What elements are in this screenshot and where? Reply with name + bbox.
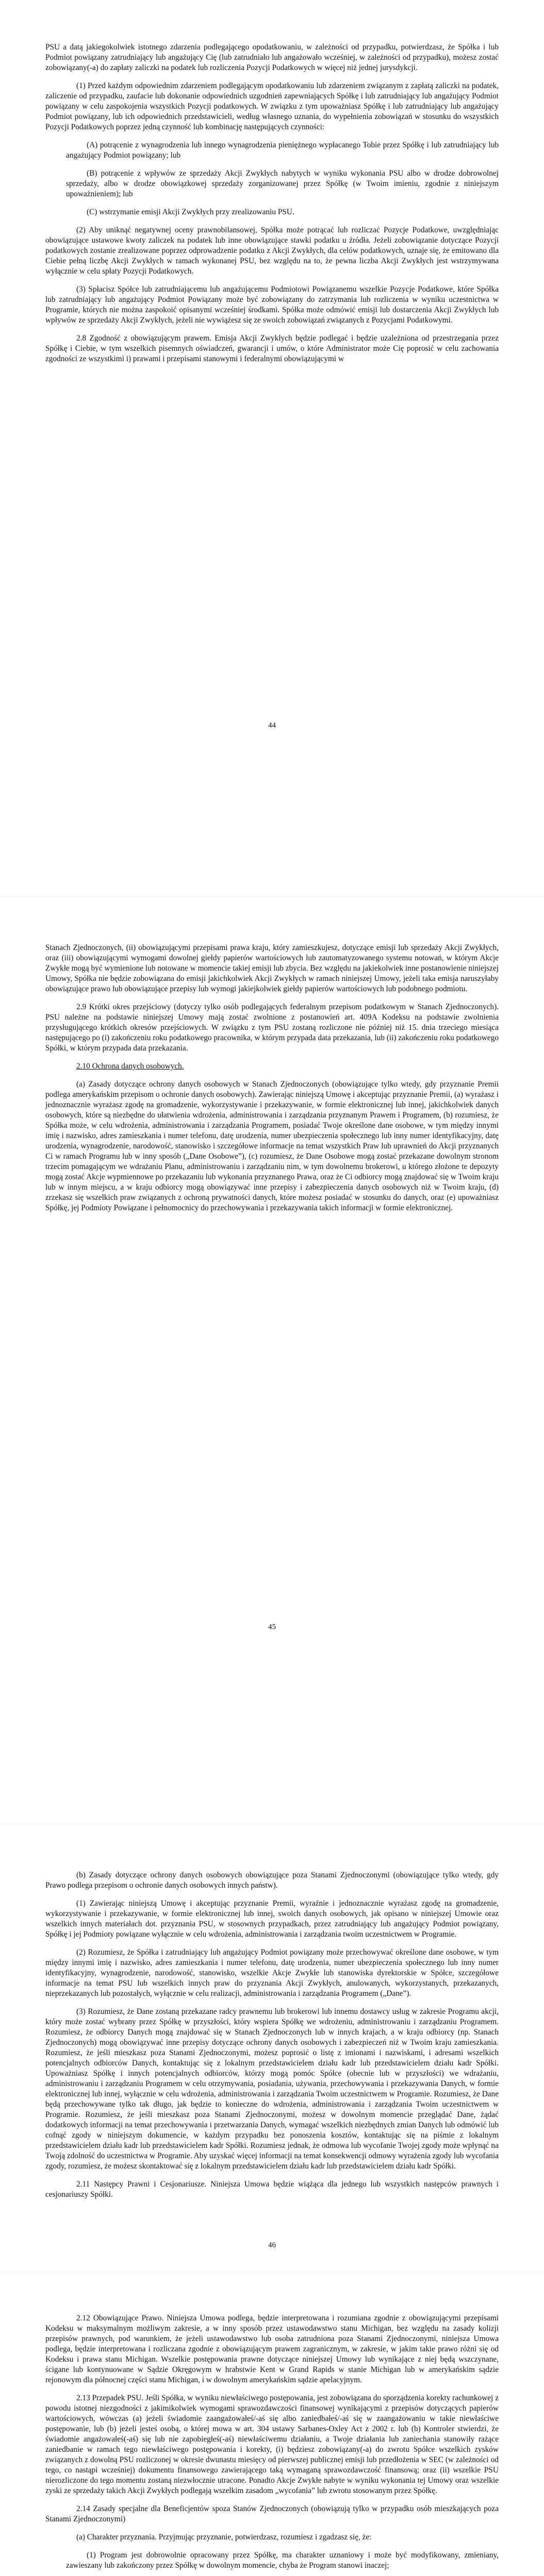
paragraph: (a) Charakter przyznania. Przyjmując przyznanie, potwierdzasz, rozumiesz i zgadzasz się, że: [76, 2533, 372, 2541]
paragraph: (A) potrącenie z wynagrodzenia lub innego wynagrodzenia pieniężnego wypłacanego Tobie przez Spółkę i lub zatrudniający lub angażujący Podmiot powiązany; lub [66, 141, 499, 160]
page-number: 46 [268, 2241, 276, 2249]
list-item: (1) Program jest dobrowolnie opracowany przez Spółkę, ma charakter uznaniowy i może być modyfikowany, zmieniany, zawieszany lub zakończony przez Spółkę w dowolnym momencie, chyba że Program stanowi inaczej; [66, 2551, 499, 2570]
section-2-8-compliance: 2.8 Zgodność z obowiązującym prawem. Emisja Akcji Zwykłych będzie podlegać i będzie uzależniona od przestrzegania przez Spółkę i Ciebie, w tym wszelkich pisemnych oświadczeń, gwarancji i umów, o które Administrator może Cię poprosić w celu zachowania zgodności ze wszystkimi i) prawami i przepisami stanowymi i federalnymi obowiązującymi w [45, 334, 499, 363]
section-2-13-forfeiture: 2.13 Przepadek PSU. Jeśli Spółka, w wyniku niewłaściwego postępowania, jest zobowiązana do sporządzenia korekty rachunkowej z powodu istotnej niezgodności z jakimikolwiek wymogami sprawozdawczości finansowej wynikającymi z przepisów dotyczących papierów wartościowych, wówczas (a) jeżeli świadomie zaangażowałeś/-aś się albo zaniedbałeś/-aś się w zaangażowaniu w takie niewłaściwe postępowanie, lub (b) jeżeli jesteś osobą, o której mowa w art. 304 ustawy Sarbanes-Oxley Act z 2002 r. lub (b) Kontroler stwierdzi, że świadomie angażowałeś(-aś) się lub nie zapobiegłeś(-aś) niewłaściwemu działaniu, a Twoje działania lub zaniechania stanowiły rażące zaniedbanie w ramach tego niewłaściwego postępowania i korekty, (i) będziesz zobowiązany(-a) do zwrotu Spółce wszelkich zysków związanych z dowolną PSU rozliczonej w okresie dwunastu miesięcy od pierwszej publicznej emisji lub przedłożenia w SEC (w zależności od tego, co nastąpi wcześniej) dokumentu finansowego zawierającego taką wymaganą sprawozdawczość finansową; oraz (ii) wszelkie PSU nierozliczone do tego momentu zostaną niezwłocznie utracone. Ponadto Akcje Zwykłe nabyte w wyniku wykonania tej Umowy oraz wszelkie zyski ze sprzedaży takich Akcji Zwykłych podlegają wszelkim zasadom „wycofania” lub zwrotu stosowanym przez Spółkę. [45, 2394, 499, 2495]
paragraph: (C) wstrzymanie emisji Akcji Zwykłych przy zrealizowaniu PSU. [87, 208, 294, 216]
paragraph: Stanach Zjednoczonych, (ii) obowiązującymi przepisami prawa kraju, który zamieszkujesz, dotyczące emisji lub sprzedaży Akcji Zwykłych, oraz (iii) obowiązującymi wymogami dowolnej giełdy papierów wartościowych lub zautomatyzowanego systemu notowań, w którym Akcje Zwykłe mogą być wymienione lub notowane w momencie takiej emisji lub zbycia. Bez względu na jakiekolwiek inne postanowienie niniejszej Umowy, Spółka nie będzie zobowiązana do emisji jakichkolwiek Akcji Zwykłych w ramach niniejszej Umowy, jeżeli taka emisja naruszyłaby obowiązujące prawo lub obowiązujące przepisy lub wymogi jakiejkolwiek giełdy papierów wartościowych lub podobnego podmiotu. [45, 943, 499, 993]
section-2-11-successors: 2.11 Następcy Prawni i Cesjonariusze. Niniejsza Umowa będzie wiążąca dla jednego lub wszystkich następców prawnych i cesjonariuszy Spółki. [45, 2180, 499, 2199]
paragraph: (2) Rozumiesz, że Spółka i zatrudniający lub angażujący Podmiot powiązany może przechowywać określone dane osobowe, w tym między innymi imię i nazwisko, adres zamieszkania i numer telefonu, datę urodzenia, numer ubezpieczenia społecznego lub inny numer identyfikacyjny, wynagrodzenie, narodowość, stanowisko, wszelkie Akcje Zwykłe lub stanowiska dyrektorskie w Spółce, szczegółowe informacje na temat PSU lub wszelkich innych praw do przyznania Akcji Zwykłych, anulowanych, wykorzystanych, przekazanych, nieprzekazanych lub pozostałych, wyłącznie w celu realizacji, administrowania i zarządzania Programem („Dane”). [45, 1948, 499, 1998]
section-2-10-a-us-data: (a) Zasady dotyczące ochrony danych osobowych w Stanach Zjednoczonych (obowiązujące tylko wtedy, gdy przyznanie Premii podlega amerykańskim przepisom o ochronie danych osobowych). Zawierając niniejszą Umowę i akceptując przyznanie Premii, (a) wyrażasz i jednoznacznie wyrażasz zgodę na gromadzenie, wykorzystywanie i przekazywanie, w formie elektronicznej lub innej, jakichkolwiek danych osobowych, które są niezbędne do ułatwienia wdrożenia, administrowania i zarządzania przyznanym Prawem i Programem, (b) rozumiesz, że Spółka może, w celu wdrożenia, administrowania i zarządzania Programem, posiadać Twoje określone dane osobowe, w tym między innymi imię i nazwisko, adres zamieszkania i numer telefonu, datę urodzenia, numer ubezpieczenia społecznego lub inny numer identyfikacyjny, datę urodzenia, wynagrodzenie, narodowość, stanowisko i szczegółowe informacje na temat wszystkich Praw lub uprawnień do Akcji przyznanych Ci w ramach Programu lub w inny sposób („Dane Osobowe”), (c) rozumiesz, że Dane Osobowe mogą zostać przekazane dowolnym stronom trzecim pomagającym we wdrażaniu Planu, administrowaniu i zarządzaniu nim, w tym dowolnemu brokerowi, u którego złożone te depozyty mogą zostać Akcje wypmiennowe po przekazaniu lub wykonania przyznanego Prawa, oraz że Ci odbiorcy mogą znajdować się w Twoim kraju lub w innym miejscu, a w kraju odbiorcy mogą obowiązywać inne przepisy i zabezpieczenia danych osobowych niż w Twoim kraju, (d) zrzekasz się wszelkich praw związanych z ochroną prywatności danych, które możesz posiadać w stosunku do danych, oraz (e) upoważniasz Spółkę, jej Podmioty Powiązane i pełnomocnicy do przechowywania i przekazywania takich informacji w formie elektronicznej. [45, 1080, 499, 1212]
page-divider [0, 2272, 544, 2273]
section-2-14-heading: 2.14 Zasady specjalne dla Beneficjentów spoza Stanów Zjednoczonych (obowiązują tylko w przypadku osób mieszkających poza Stanami Zjednoczonymi) [45, 2504, 499, 2523]
paragraph: (3) Spłacisz Spółce lub zatrudniającemu lub angażującemu Podmiotowi Powiązanemu wszelkie Pozycje Podatkowe, które Spółka lub zatrudniający lub angażujący Podmiot Powiązany może być zobowiązany do zatrzymania lub rozliczenia w wyniku uczestnictwa w Programie, których nie można zaspokoić opisanymi wcześniej środkami. Spółka może odmówić emisji lub dostarczenia Akcji Zwykłych lub wpływów ze sprzedaży Akcji Zwykłych, jeżeli nie wywiążesz się ze swoich zobowiązań związanych z Pozycjami Podatkowymi. [45, 285, 499, 325]
page-divider [0, 896, 544, 897]
section-2-10-b-non-us-data: (b) Zasady dotyczące ochrony danych osobowych obowiązujące poza Stanami Zjednoczonymi (obowiązujące tylko wtedy, gdy Prawo podlega przepisom o ochronie danych osobowych innych państw). [45, 1871, 499, 1890]
section-2-10-heading: 2.10 Ochrona danych osobowych. [76, 1062, 184, 1071]
paragraph: PSU a datą jakiegokolwiek istotnego zdarzenia podlegającego opodatkowaniu, w zależności od przypadku, potwierdzasz, że Spółka i lub Podmiot powiązany zatrudniający lub angażujący Cię (lub zatrudniało lub angażowało wcześniej, w zależności od przypadku), możesz zostać zobowiązany(-a) do zapłaty zaliczki na podatek lub rozliczenia Pozycji Podatkowych w więcej niż jednej jurysdykcji. [45, 43, 499, 72]
document-page-44 [0, 0, 544, 891]
section-2-12-governing-law: 2.12 Obowiązujące Prawo. Niniejsza Umowa podlega, będzie interpretowana i rozumiana zgodnie z obowiązującymi przepisami Kodeksu w maksymalnym możliwym zakresie, a w inny sposób przez ustawodawstwo stanu Michigan, bez względu na zasady kolizji przepisów prawnych, pod warunkiem, że jeżeli ustawodawstwo lub osoba zatrudniona poza Stanami Zjednoczonymi, niniejsza Umowa podlega, będzie interpretowana i rozliczana zgodnie z obowiązującym prawem zagranicznym, w zakresie, w jakim takie prawo różni się od Kodeksu i prawa stanu Michigan. Wszelkie postępowania prawne dotyczące niniejszej Umowy lub wynikające z niej będą wszczynane, ścigane lub kontynuowane w Sądzie Okręgowym w hrabstwie Kent w Grand Rapids w stanie Michigan lub w amerykańskim sądzie rejonowym dla północnej części stanu Michigan, i w dowolnym amerykańskim sądzie apelacyjnym. [45, 2314, 499, 2384]
paragraph: (1) Zawierając niniejszą Umowę i akceptując przyznanie Premii, wyraźnie i jednoznacznie wyrażasz zgodę na gromadzenie, wykorzystywanie i przekazywanie, w formie elektronicznej lub innej, swoich danych osobowych, jak opisano w niniejszej Umowie oraz wszelkich innych materiałach dot. przyznania PSU, w stosownych przypadkach, przez zatrudniający lub angażujący Podmiot powiązany, Spółkę i jej Podmioty powiązane wyłącznie w celu wdrożenia, administrowania i zarządzania twoim uczestnictwem w Programie. [45, 1899, 499, 1939]
paragraph: (2) Aby uniknąć negatywnej oceny prawnobilansowej, Spółka może potrącać lub rozliczać Pozycje Podatkowe, uwzględniając obowiązujące ustawowe kwoty zaliczek na podatek lub inne obowiązujące stawki podatku u źródła. Jeżeli zobowiązanie dotyczące Pozycji podatkowych zostanie zrealizowane poprzez odprowadzenie podatku z Akcji Zwykłych, dla celów podatkowych, uznaje się, że emitowano dla Ciebie pełną liczbę Akcji Zwykłych w ramach wykonanej PSU, bez względu na to, że pewna liczba Akcji Zwykłych jest wstrzymywana wyłącznie w celu spłaty Pozycji Podatkowych. [45, 226, 499, 276]
paragraph: (1) Przed każdym odpowiednim zdarzeniem podlegającym opodatkowaniu lub zdarzeniem związanym z zapłatą zaliczki na podatek, zaliczenie od przypadku, zaufacie lub dokonanie odpowiednich uzgodnień zapewniających Spółkę i lub zatrudniający lub angażujący Podmiot powiązany w celu zaspokojenia wszystkich Pozycji podatkowych. W związku z tym upoważniasz Spółkę i lub zatrudniający lub angażujący Podmiot powiązany, lub ich odpowiednich przedstawicieli, według własnego uznania, do wypełnienia zobowiązań w stosunku do wszystkich Pozycji Podatkowych poprzez jedną czynność lub kombinację następujących czynności: [45, 81, 499, 131]
page-number: 44 [268, 721, 276, 730]
section-2-9-short-term-deferral: 2.9 Krótki okres przejściowy (dotyczy tylko osób podlegających federalnym przepisom podatkowym w Stanach Zjednoczonych). PSU należne na podstawie niniejszej Umowy mają zostać zwolnione z postanowień art. 409A Kodeksu na podstawie zwolnienia przysługującego krótkich okresów przejściowych. W związku z tym PSU zostaną rozliczone nie później niż 15. dnia trzeciego miesiąca następującego po (i) zakończeniu roku podatkowego pracownika, w którym przypada data przekazania, lub (ii) zakończeniu roku podatkowego Spółki, w którym przypada data przekazania. [45, 1003, 499, 1053]
document-page-45 [0, 902, 544, 1819]
document-page-47 [0, 2282, 544, 2576]
paragraph: (B) potrącenie z wpływów ze sprzedaży Akcji Zwykłych nabytych w wyniku wykonania PSU albo w drodze dobrowolnej sprzedaży, albo w drodze obowiązkowej sprzedaży zorganizowanej przez Spółkę (w Twoim imieniu, zgodnie z niniejszym upoważnieniem); lub [66, 169, 499, 198]
paragraph: (3) Rozumiesz, że Dane zostaną przekazane radcy prawnemu lub brokerowi lub innemu dostawcy usług w zakresie Programu akcji, który może zostać wybrany przez Spółkę w przyszłości, który wspiera Spółkę we wdrożeniu, administrowaniu i zarządzaniu Programem. Rozumiesz, że odbiorcy Danych mogą znajdować się w Stanach Zjednoczonych lub w innych krajach, a w kraju odbiorcy (np. Stanach Zjednoczonych) mogą obowiązywać inne przepisy dotyczące ochrony danych osobowych i zabezpieczeń niż w Twoim kraju zamieszkania. Rozumiesz, że jeśli mieszkasz poza Stanami Zjednoczonymi, możesz poprosić o listę z imionami i nazwiskami, i adresami wszelkich potencjalnych odbiorców Danych, kontaktując się z lokalnym przedstawicielem działu kadr lub przedstawicielem działu kadr Spółki. Upoważniasz Spółkę i innych potencjalnych odbiorców, którzy mogą pomóc Spółce (obecnie lub w przyszłości) we wdrażaniu, administrowaniu i zarządzaniu Programem w celu otrzymywania, posiadania, używania, przechowywania i przekazywania Danych, w formie elektronicznej lub innej, wyłącznie w celu wdrożenia, administrowania i zarządzania Twoim uczestnictwem w Programie. Rozumiesz, że Dane będą przechowywane tylko tak długo, jak będzie to konieczne do wdrożenia, administrowania i zarządzania Twoim uczestnictwem w Programie. Rozumiesz, że jeśli mieszkasz poza Stanami Zjednoczonymi, możesz w dowolnym momencie przeglądać Dane, żądać dodatkowych informacji na temat przechowywania i przetwarzania Danych, wymagać wszelkich niezbędnych zmian Danych lub odmówić lub cofnąć zgody w niniejszym dokumencie, w każdym przypadku bez ponoszenia kosztów, kontaktując się na piśmie z lokalnym przedstawicielem działu kadr lub przedstawicielem kadr Spółki. Rozumiesz jednak, że odmowa lub wycofanie Twojej zgody może wpłynąć na Twoją zdolność do uczestnictwa w Programie. Aby uzyskać więcej informacji na temat konsekwencji odmowy wyrażenia zgody lub wycofania zgody, rozumiesz, że możesz skontaktować się z lokalnym przedstawicielem działu kadr lub przedstawicielem działu kadr Spółki. [45, 2007, 499, 2171]
page-number: 45 [268, 1623, 276, 1631]
